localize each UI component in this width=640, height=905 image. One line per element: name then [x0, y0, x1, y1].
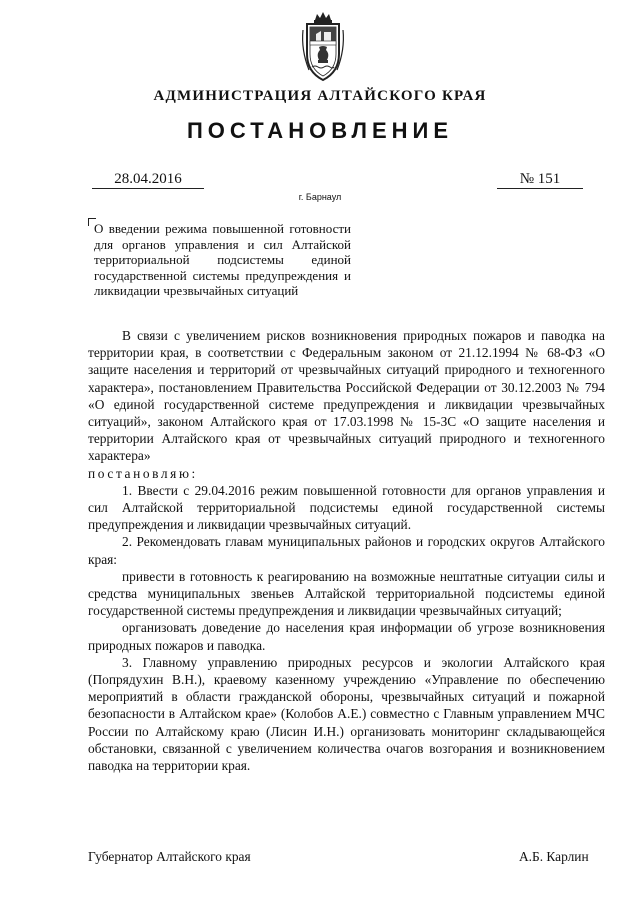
issuing-authority: АДМИНИСТРАЦИЯ АЛТАЙСКОГО КРАЯ: [153, 88, 487, 104]
document-type-title: ПОСТАНОВЛЕНИЕ: [186, 118, 454, 143]
document-subject: О введении режима повышенной готовности для органов управления и сил Алтайской территориальной подсистемы единой государственной системы предупреждения и ликвидации чрезвычайных ситуаций: [94, 221, 351, 298]
item-2-paragraph: 2. Рекомендовать главам муниципальных районов и городских округов Алтайского края:: [88, 534, 605, 567]
issue-city: г. Барнаул: [298, 192, 342, 202]
signatory-position: Губернатор Алтайского края: [88, 849, 251, 864]
item-2b-paragraph: организовать доведение до населения края информации об угрозе возникновения природных пожаров и паводка.: [88, 620, 605, 653]
document-date: 28.04.2016: [92, 170, 204, 189]
document-body: [88, 327, 605, 774]
item-1-paragraph: 1. Ввести с 29.04.2016 режим повышенной готовности для органов управления и сил Алтайской территориальной подсистемы единой государственной системы предупреждения и ликвидации чрезвычайных ситуаций.: [88, 482, 605, 533]
item-3-paragraph: 3. Главному управлению природных ресурсов и экологии Алтайского края (Попрядухин В.Н.), краевому казенному учреждению «Управление по обеспечению мероприятий в области гражданской обороны, чрезвычайных ситуаций и пожарной безопасности в Алтайском крае» (Колобов А.Е.) совместно с Главным управлением МЧС России по Алтайскому краю (Лисин И.Н.) организовать мониторинг складывающейся обстановки, связанной с увеличением количества очагов возгорания и возникновением паводка на территории края.: [88, 654, 605, 774]
document-number: № 151: [497, 170, 583, 189]
preamble-paragraph: В связи с увеличением рисков возникновения природных пожаров и паводка на территории края, в соответствии с Федеральным законом от 21.12.1994 № 68-ФЗ «О защите населения и территорий от чрезвычайных ситуаций природного и техногенного характера», постановлением Правительства Российской Федерации от 30.12.2003 № 794 «О единой государственной системе предупреждения и ликвидации чрезвычайных ситуаций», законом Алтайского края от 17.03.1998 № 15-ЗС «О защите населения и территории Алтайского края от чрезвычайных ситуаций природного и техногенного характера»: [88, 328, 605, 464]
item-2a-paragraph: привести в готовность к реагированию на возможные нештатные ситуации силы и средства муниципальных звеньев Алтайской территориальной подсистемы единой государственной системы предупреждения и ликвидации чрезвычайных ситуаций;: [88, 568, 605, 619]
coat-of-arms-icon: [299, 10, 347, 86]
signatory-name: А.Б. Карлин: [519, 849, 589, 864]
resolve-word: постановляю:: [88, 465, 198, 481]
